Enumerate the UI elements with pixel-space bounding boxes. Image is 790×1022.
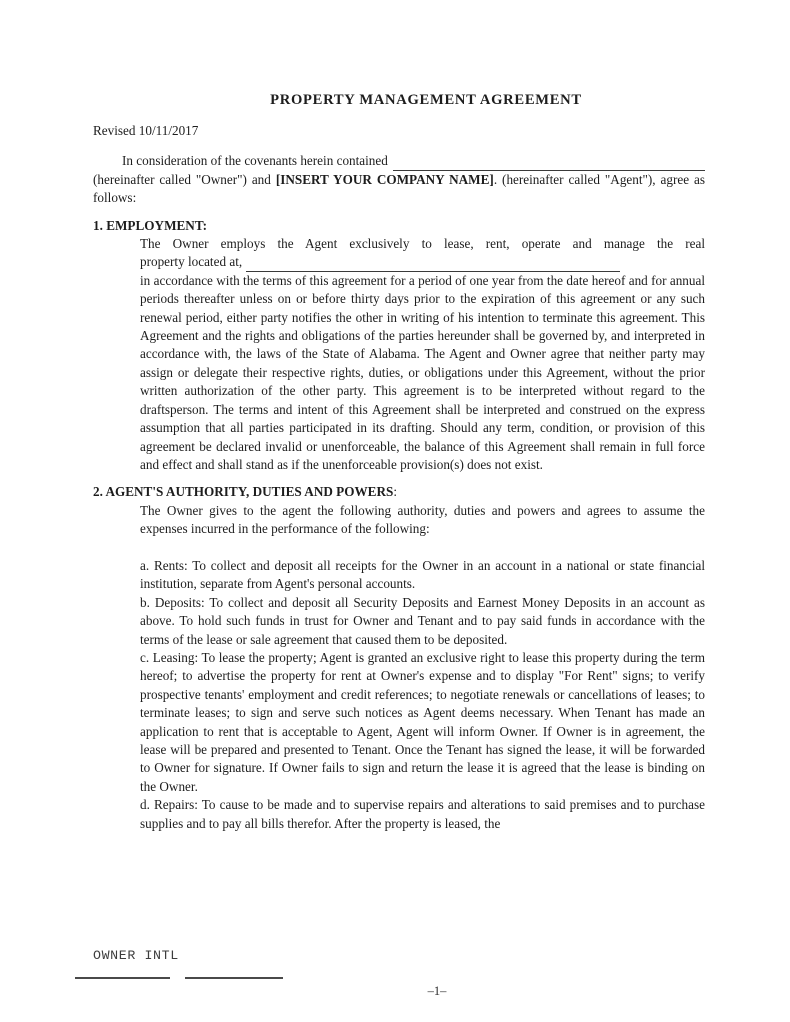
intro-continuation <box>93 171 705 208</box>
section2-intro-paragraph: The Owner gives to the agent the following authority, duties and powers and agrees to assume the expenses incurred in the performance of the following: <box>140 502 705 537</box>
company-name-placeholder: [INSERT YOUR COMPANY NAME] <box>275 171 494 187</box>
section2-item-repairs: d. Repairs: To cause to be made and to supervise repairs and alterations to said premises and to purchase supplies and to pay all bills therefor. After the property is leased, the <box>140 797 705 831</box>
section1-heading: 1. EMPLOYMENT: <box>93 217 208 233</box>
section2-item-deposits: b. Deposits: To collect and deposit all Security Deposits and Earnest Money Deposits in an account as above. To hold such funds in trust for Owner and Tenant and to pay said funds in accordance with the terms of the lease or sale agreement that caused them to be deposited. <box>140 594 705 647</box>
section2-heading-text: 2. AGENT'S AUTHORITY, DUTIES AND POWERS <box>93 484 394 500</box>
intro-post-company-text: . (hereinafter called "Agent"), agree as follows: <box>93 171 705 206</box>
section2-item-leasing: c. Leasing: To lease the property; Agent is granted an exclusive right to lease this property during the term hereof; to advertise the property for rent at Owner's expense and to display "For Rent" signs; to verify prospective tenants' employment and credit references; to negotiate renewals or cancellations of leases; to terminate leases; to sign and serve such notices as Agent deems necessary. When Tenant has made an application to rent that is acceptable to Agent, Agent will inform Owner. If Owner is in agreement, the lease will be prepared and presented to Tenant. Once the Tenant has signed the lease, it will be forwarded to Owner for signature. If Owner fails to sign and return the lease it is agreed that the lease is binding on the Owner. <box>140 649 705 794</box>
owner-intl-watermark: OWNER INTL <box>93 948 179 963</box>
section2-item-rents: a. Rents: To collect and deposit all receipts for the Owner in an account in a national or state financial institution, separate from Agent's personal accounts. <box>140 557 705 592</box>
intro-paragraph <box>93 152 705 207</box>
intro-line-with-blank <box>93 152 705 170</box>
intro-line1-text: In consideration of the covenants herein contained <box>122 153 388 169</box>
revision-date: Revised 10/11/2017 <box>93 123 199 138</box>
property-located-at-label: property located at, <box>140 254 243 270</box>
section1-line-with-blank <box>140 253 705 271</box>
page-number: –1– <box>427 984 447 998</box>
owner-name-blank-field <box>393 156 705 171</box>
section2-heading-colon: : <box>393 484 398 500</box>
section2-heading <box>93 483 705 501</box>
section2-body <box>140 502 705 833</box>
section1-line1: The Owner employs the Agent exclusively to lease, rent, operate and manage the real <box>140 236 705 252</box>
intro-pre-company-text: (hereinafter called "Owner") and <box>93 171 276 187</box>
document-title: PROPERTY MANAGEMENT AGREEMENT <box>270 92 582 108</box>
section1-paragraph: in accordance with the terms of this agreement for a period of one year from the date hereof and for annual periods thereafter unless on or before thirty days prior to the expiration of this agreement or any such renewal period, either party notifies the other in writing of his intention to terminate this agreement. This Agreement and the rights and obligations of the parties hereunder shall be governed by, and interpreted in accordance with, the laws of the State of Alabama. The Agent and Owner agree that neither party may assign or delegate their respective rights, duties, or obligations under this Agreement, without the prior written authorization of the other party. This agreement is to be interpreted without regard to the draftsperson. The terms and intent of this Agreement shall be interpreted and construed on the express assumption that all parties participated in its drafting. Should any term, condition, or provision of this agreement be declared invalid or unenforceable, the balance of this Agreement shall remain in full force and effect and shall stand as if the unenforceable provision(s) does not exist. <box>140 272 705 472</box>
footer-blank-line-1 <box>75 977 170 979</box>
section1-body <box>140 235 705 474</box>
footer-blank-line-2 <box>185 977 283 979</box>
property-address-blank-field <box>246 257 620 272</box>
